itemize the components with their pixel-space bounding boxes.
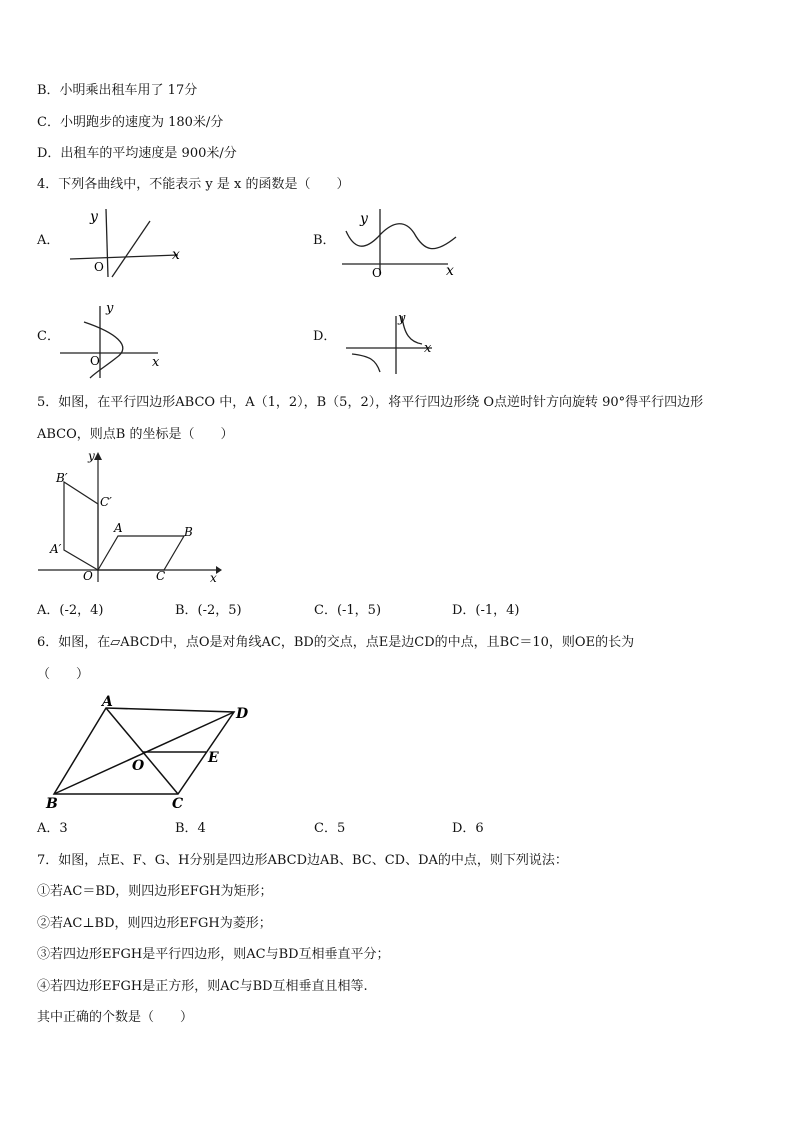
q4d-x-label: x — [424, 341, 432, 356]
q3-option-b: B．小明乘出租车用了 17分 — [37, 83, 198, 98]
q7-statement-1: ①若AC＝BD，则四边形EFGH为矩形； — [37, 884, 273, 899]
q5-fig-b-prime: B′ — [56, 471, 68, 485]
q5-stem-line2: ABCO，则点B 的坐标是（ ） — [37, 427, 234, 442]
q4c-y-label: y — [106, 301, 114, 316]
q6-fig-b: B — [46, 796, 58, 812]
q5-option-a: A．(-2，4) — [37, 603, 104, 618]
q5-fig-b: B — [184, 525, 193, 539]
q5-stem-line1: 5．如图，在平行四边形ABCO 中，A（1，2），B（5，2），将平行四边形绕 O点逆时针方向旋转 90°得平行四边形 — [37, 395, 704, 410]
q6-fig-d: D — [236, 706, 249, 722]
q4-option-b-label: B． — [313, 233, 336, 248]
q6-fig-a: A — [102, 694, 113, 710]
q4c-x-label: x — [152, 355, 160, 370]
q6-fig-c: C — [172, 796, 184, 812]
q5-fig-o: O — [83, 569, 93, 583]
q7-statement-3: ③若四边形EFGH是平行四边形，则AC与BD互相垂直平分； — [37, 947, 390, 962]
q5-fig-a: A — [114, 521, 123, 535]
q4c-origin: O — [90, 354, 100, 368]
q5-figure — [36, 450, 226, 590]
q4-option-a-label: A． — [37, 233, 60, 248]
q6-stem-line1: 6．如图，在▱ABCD中，点O是对角线AC，BD的交点，点E是边CD的中点，且BC＝10，则OE的长为 — [37, 635, 635, 650]
q4a-y-label: y — [90, 209, 98, 225]
q6-option-d: D．6 — [452, 821, 484, 836]
q4b-y-label: y — [360, 211, 368, 227]
q4d-y-label: y — [398, 311, 406, 326]
q7-statement-4: ④若四边形EFGH是正方形，则AC与BD互相垂直且相等. — [37, 979, 368, 994]
q6-fig-o: O — [132, 758, 145, 774]
q5-fig-x: x — [210, 571, 217, 585]
q4a-x-label: x — [172, 247, 180, 263]
q4-graph-d — [344, 304, 444, 380]
q3-option-c: C．小明跑步的速度为 180米/分 — [37, 115, 224, 130]
q5-option-d: D．(-1，4) — [452, 603, 520, 618]
q5-option-c: C．(-1，5) — [314, 603, 382, 618]
q4-stem: 4．下列各曲线中，不能表示 y 是 x 的函数是（ ） — [37, 177, 350, 192]
q4-option-c-label: C． — [37, 329, 60, 344]
q6-option-c: C．5 — [314, 821, 346, 836]
q4b-x-label: x — [446, 263, 454, 279]
q6-option-a: A．3 — [37, 821, 68, 836]
q4-graph-c — [58, 298, 178, 382]
q4-graph-b — [340, 205, 470, 285]
q4-option-d-label: D． — [313, 329, 337, 344]
q6-stem-line2: （ ） — [37, 667, 90, 682]
q5-fig-c: C — [156, 569, 166, 583]
q5-option-b: B．(-2，5) — [175, 603, 242, 618]
q7-statement-2: ②若AC⊥BD，则四边形EFGH为菱形； — [37, 916, 272, 931]
q3-option-d: D．出租车的平均速度是 900米/分 — [37, 146, 237, 161]
q6-figure — [40, 694, 270, 818]
q5-fig-y: y — [88, 449, 95, 463]
q5-fig-a-prime: A′ — [50, 542, 62, 556]
q6-option-b: B．4 — [175, 821, 206, 836]
q7-stem: 7．如图，点E、F、G、H分别是四边形ABCD边AB、BC、CD、DA的中点，则下列说法： — [37, 853, 568, 868]
q7-question: 其中正确的个数是（ ） — [37, 1010, 194, 1025]
q4a-origin: O — [94, 260, 104, 274]
q6-fig-e: E — [208, 750, 219, 766]
q5-fig-c-prime: C′ — [100, 495, 112, 509]
q4-graph-a — [66, 205, 196, 285]
q4b-origin: O — [372, 266, 382, 280]
